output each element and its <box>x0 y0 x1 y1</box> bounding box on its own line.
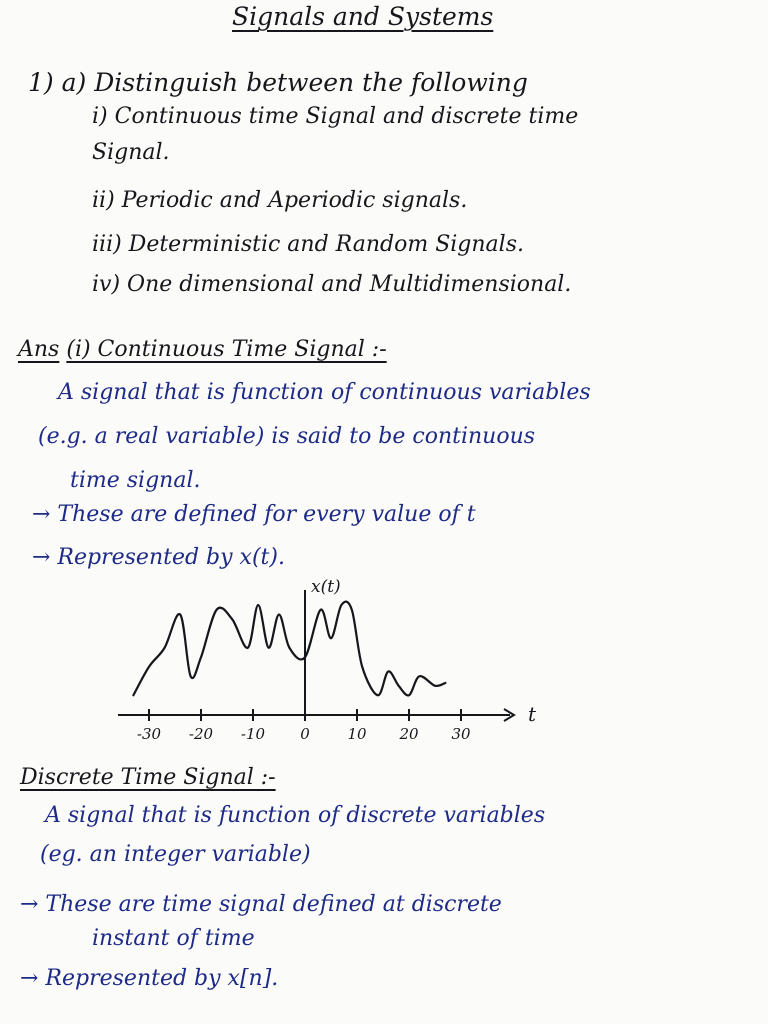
question-item-2: ii) Periodic and Aperiodic signals. <box>92 188 468 213</box>
bullet-line: → Represented by x(t). <box>32 545 285 570</box>
x-tick-label: -30 <box>136 725 162 743</box>
discrete-bullet-line: → These are time signal defined at discrete <box>20 892 502 917</box>
x-axis-label: t <box>528 702 537 726</box>
discrete-definition-line: A signal that is function of discrete variables <box>45 803 546 828</box>
discrete-heading-text: Discrete Time Signal :- <box>20 765 276 790</box>
discrete-definition-line: (eg. an integer variable) <box>40 842 311 867</box>
y-axis-label: x(t) <box>311 577 341 597</box>
bullet-line: → These are defined for every value of t <box>32 502 476 527</box>
discrete-bullet-line: → Represented by x[n]. <box>20 966 279 991</box>
discrete-heading <box>20 765 276 790</box>
question-item-3: iii) Deterministic and Random Signals. <box>92 232 524 257</box>
question-item-1: i) Continuous time Signal and discrete time <box>92 104 579 129</box>
x-tick-label: 30 <box>451 725 471 743</box>
question-heading: 1) a) Distinguish between the following <box>28 68 528 97</box>
x-tick-label: 10 <box>347 725 367 743</box>
signal-curve <box>133 602 445 696</box>
question-item-1-cont: Signal. <box>92 140 170 165</box>
question-item-4: iv) One dimensional and Multidimensional. <box>92 272 572 297</box>
x-tick-label: -20 <box>188 725 214 743</box>
x-tick-label: 20 <box>399 725 419 743</box>
continuous-signal-graph <box>0 570 768 760</box>
chart-layer <box>118 577 537 743</box>
x-tick-label: -10 <box>240 725 266 743</box>
definition-line: A signal that is function of continuous variables <box>58 380 591 405</box>
page-title: Signals and Systems <box>232 2 494 31</box>
answer-prefix: Ans <box>18 337 60 362</box>
definition-line: (e.g. a real variable) is said to be continuous <box>38 424 536 449</box>
x-tick-label: 0 <box>300 725 310 743</box>
discrete-bullet-line: instant of time <box>92 926 255 951</box>
answer-heading <box>18 337 387 362</box>
answer-heading-text: (i) Continuous Time Signal :- <box>66 337 387 362</box>
definition-line: time signal. <box>70 468 201 493</box>
